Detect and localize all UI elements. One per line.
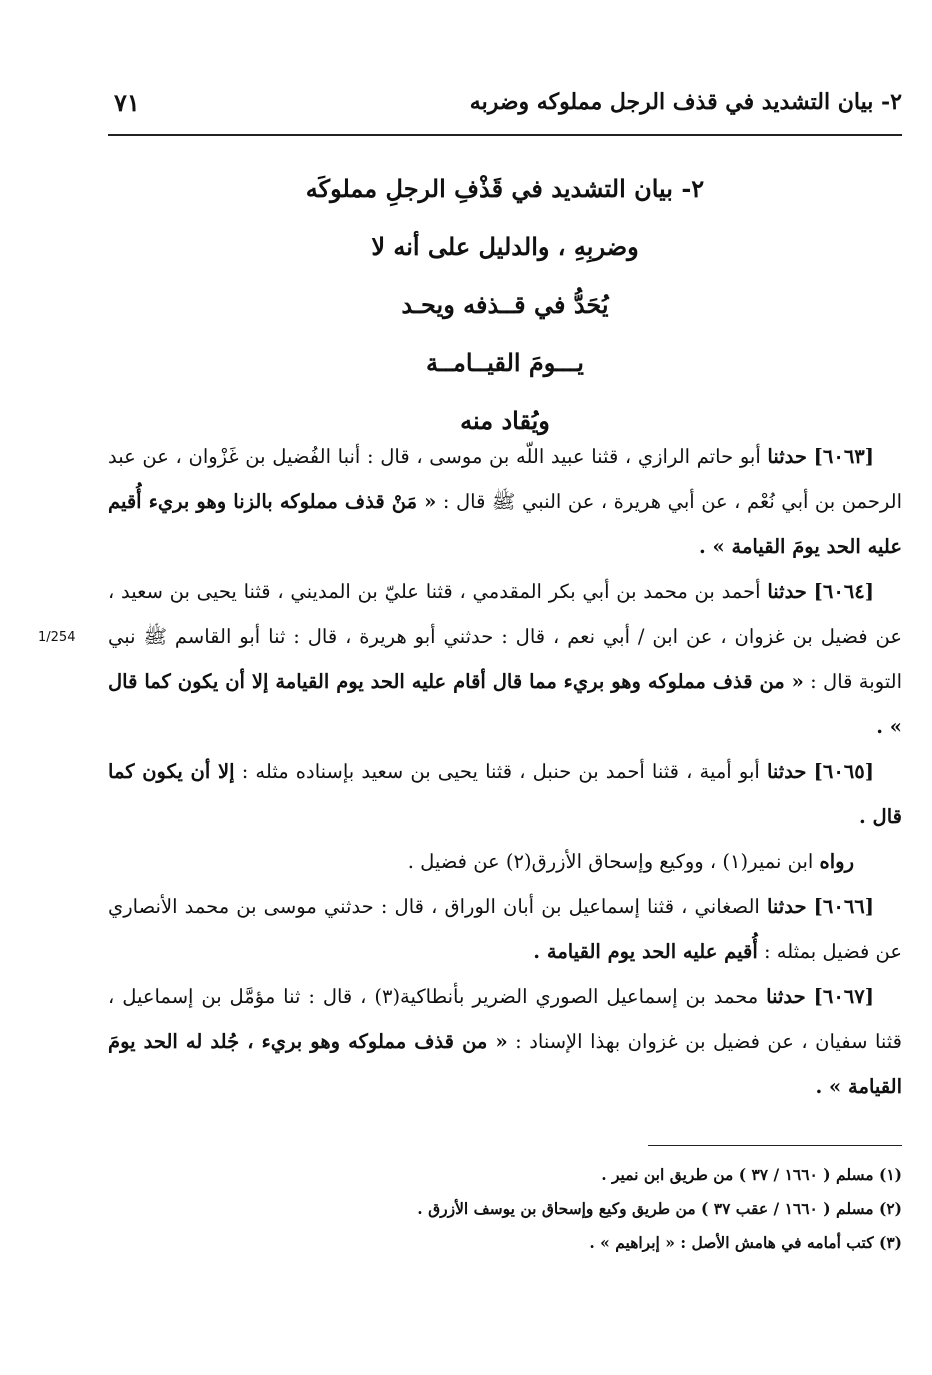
hadith-quote: إلا أن يكون كما قال .	[108, 760, 902, 828]
header-divider	[108, 134, 902, 136]
hadith-paragraph	[108, 749, 902, 839]
hadith-lead: حدثنا	[767, 445, 807, 468]
hadith-text: ابن نمير(١) ، ووكيع وإسحاق الأزرق(٢) عن فضيل .	[407, 850, 814, 873]
chapter-title-line-3: يُحَدُّ في قــذفه ويحـد	[401, 290, 609, 319]
hadith-text: أبو أمية ، قثنا أحمد بن حنبل ، قثنا يحيى بن سعيد بإسناده مثله :	[241, 760, 760, 783]
hadith-quote: « مَنْ قذف مملوكه بالزنا وهو بريء أُقيم عليه الحد يومَ القيامة » .	[108, 490, 902, 558]
hadith-paragraph	[108, 434, 902, 569]
hadith-number: [٦٠٦٦]	[813, 895, 875, 918]
hadith-paragraph	[108, 569, 902, 749]
hadith-text: الصغاني ، قثنا إسماعيل بن أبان الوراق ، قال : حدثني موسى بن محمد الأنصاري عن فضيل بمثله :	[108, 895, 902, 963]
hadith-number: [٦٠٦٤]	[813, 580, 874, 603]
hadith-quote: أُقيم عليه الحد يوم القيامة .	[533, 940, 758, 963]
hadith-text: أحمد بن محمد بن أبي بكر المقدمي ، قثنا عليّ بن المديني ، قثنا يحيى بن سعيد ، عن فضيل بن غزوان ، عن ابن / أبي نعم ، قال : حدثني أبو هريرة ، قال : ثنا أبو القاسم ﷺ نبي التوبة قال :	[108, 580, 903, 693]
hadith-text: أبو حاتم الرازي ، قثنا عبيد اللّه بن موسى ، قال : أنبا الفُضيل بن غَزْوان ، عن عبد الرحمن بن أبي نُعْم ، عن أبي هريرة ، عن النبي ﷺ قال :	[108, 445, 902, 513]
hadith-number: [٦٠٦٣]	[813, 445, 875, 468]
hadith-body	[108, 434, 902, 1109]
chapter-title	[108, 160, 902, 450]
footnote-2: (٢) مسلم ( ١٦٦٠ / عقب ٣٧ ) من طريق وكيع وإسحاق بن يوسف الأزرق .	[417, 1199, 902, 1218]
hadith-lead: حدثنا	[767, 580, 807, 603]
chapter-title-line-1: ٢- بيان التشديد في قَذْفِ الرجلِ مملوكَه	[305, 174, 705, 203]
hadith-number: [٦٠٦٥]	[813, 760, 874, 783]
footnote-1: (١) مسلم ( ١٦٦٠ / ٣٧ ) من طريق ابن نمير .	[601, 1165, 902, 1184]
hadith-lead: حدثنا	[766, 760, 807, 783]
running-title: ٢- بيان التشديد في قذف الرجل مملوكه وضربه	[469, 89, 902, 115]
footnotes	[108, 1158, 902, 1260]
chapter-title-line-4: يـــومَ القيــامــة	[426, 348, 584, 377]
hadith-lead: رواه	[819, 850, 854, 873]
hadith-lead: حدثنا	[766, 895, 807, 918]
running-header	[108, 82, 902, 122]
hadith-paragraph	[108, 839, 902, 884]
footnote-divider	[648, 1145, 902, 1146]
hadith-text: محمد بن إسماعيل الصوري الضرير بأنطاكية(٣) ، قال : ثنا مؤمَّل بن إسماعيل ، قثنا سفيان ، عن فضيل بن غزوان بهذا الإسناد :	[108, 985, 903, 1053]
hadith-paragraph	[108, 884, 902, 974]
hadith-quote: « من قذف مملوكه وهو بريء مما قال أقام عليه الحد يوم القيامة إلا أن يكون كما قال » .	[108, 670, 902, 738]
hadith-paragraph	[108, 974, 902, 1109]
hadith-lead: حدثنا	[766, 985, 806, 1008]
hadith-quote: « من قذف مملوكه وهو بريء ، جُلد له الحد يومَ القيامة » .	[108, 1030, 902, 1098]
hadith-number: [٦٠٦٧]	[813, 985, 874, 1008]
chapter-title-line-5: ويُقاد منه	[460, 406, 550, 435]
margin-folio-note: 1/254	[38, 630, 76, 645]
chapter-title-line-2: وضربِهِ ، والدليل على أنه لا	[371, 232, 639, 261]
footnote-3: (٣) كتب أمامه في هامش الأصل : « إبراهيم » .	[589, 1233, 902, 1252]
page-number: ٧١	[114, 87, 140, 117]
